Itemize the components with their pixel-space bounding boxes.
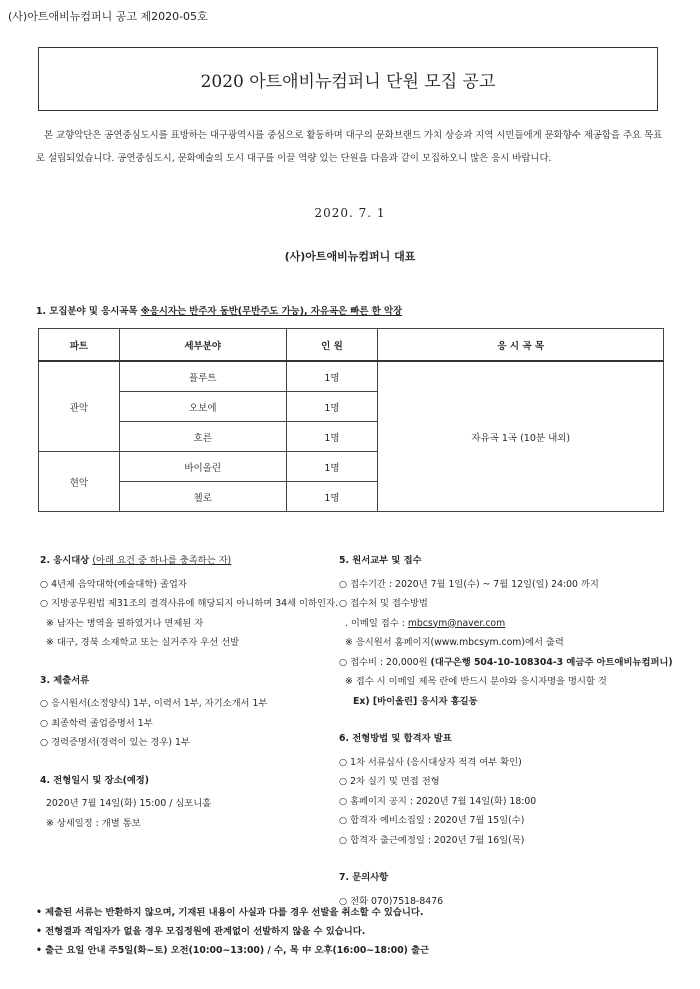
count-cell: 1명 [286,392,378,422]
field-cell: 호른 [119,422,286,452]
fee-account: (대구은행 504-10-108304-3 예금주 아트애비뉴컴퍼니) [430,656,673,668]
field-cell: 첼로 [119,482,286,512]
list-item: ※ 남자는 병역을 필하였거나 면제된 자 [46,617,204,629]
left-column [40,551,340,851]
organization-name: (사)아트애비뉴컴퍼니 대표 [284,250,416,263]
section3 [40,671,340,753]
list-item: ○ 전화 070)7518-8476 [339,895,444,907]
list-item: ○ 최종학력 졸업증명서 1부 [40,717,153,729]
list-item: ○ 응시원서(소정양식) 1부, 이력서 1부, 자기소개서 1부 [40,698,268,709]
section6-heading: 6. 전형방법 및 합격자 발표 [339,733,452,744]
field-cell: 플루트 [119,361,286,392]
count-cell: 1명 [286,361,378,392]
right-column [339,551,673,929]
list-item: ○ 접수기간 : 2020년 7월 1일(수) ~ 7월 12일(일) 24:00 까지 [339,578,599,590]
section5 [339,551,673,711]
list-item: ○ 합격자 예비소집일 : 2020년 7월 15일(수) [339,815,525,826]
section5-heading: 5. 원서교부 및 접수 [339,555,422,566]
section1-title: 1. 모집분야 및 응시곡목 [36,306,141,317]
header-count: 인 원 [286,329,378,362]
count-cell: 1명 [286,452,378,482]
notes [36,903,429,960]
section2-heading [40,551,340,571]
note-item: • 제출된 서류는 반환하지 않으며, 기재된 내용이 사실과 다를 경우 선발을 취소할 수 있습니다. [36,907,424,918]
title-box [38,47,658,111]
note-item: • 출근 요일 안내 주5일(화~토) 오전(10:00~13:00) / 수, 목 中 오후(16:00~18:00) 출근 [36,945,430,956]
document-number: (사)아트애비뉴컴퍼니 공고 제2020-05호 [8,10,208,23]
list-item: ○ 접수처 및 접수방법 [339,598,428,609]
list-item: ※ 응시원서 홈페이지(www.mbcsym.com)에서 출력 [345,637,564,648]
list-item: ○ 지방공무원법 제31조의 결격사유에 해당되지 아니하며 34세 이하인자. [40,598,338,609]
section4 [40,771,340,834]
email-label: . 이메일 접수 : [345,617,408,629]
fee-label: ○ 접수비 : 20,000원 [339,656,431,668]
section2-title: 2. 응시대상 [40,555,93,566]
section3-heading: 3. 제출서류 [40,674,90,686]
list-item: ○ 경력증명서(경력이 있는 경우) 1부 [40,737,190,748]
field-cell: 오보에 [119,392,286,422]
table-header-row [39,329,664,362]
table-row [39,361,664,392]
list-item [339,614,669,634]
list-item: 2020년 7월 14일(화) 15:00 / 심포니홀 [46,798,212,809]
count-cell: 1명 [286,482,378,512]
header-part: 파트 [39,329,120,362]
list-item: ○ 홈페이지 공지 : 2020년 7월 14일(화) 18:00 [339,795,537,807]
list-item: ○ 합격자 출근예정일 : 2020년 7월 16일(목) [339,834,525,846]
list-item: ※ 접수 시 이메일 제목 란에 반드시 분야와 응시자명을 명시할 것 [345,676,607,687]
section2-note: (아래 요건 중 하나를 충족하는 자) [92,555,232,566]
piece-cell: 자유곡 1곡 (10분 내외) [378,361,664,512]
list-item: ※ 대구, 경북 소재학교 또는 실거주자 우선 선발 [46,637,240,648]
section1-note: ※응시자는 반주자 동반(무반주도 가능), 자유곡은 빠른 한 악장 [140,306,403,317]
list-item [339,653,673,673]
recruit-table [38,328,664,512]
section4-heading: 4. 전형일시 및 장소(예정) [40,774,150,786]
section7-heading: 7. 문의사항 [339,872,389,883]
header-piece: 응 시 곡 목 [378,329,664,362]
section2 [40,551,340,653]
page-title: 2020 아트애비뉴컴퍼니 단원 모집 공고 [200,71,496,92]
list-item: ○ 2차 실기 및 면접 전형 [339,776,440,787]
part-cell: 현악 [39,452,120,512]
email-link[interactable]: mbcsym@naver.com [407,617,506,629]
announcement-date: 2020. 7. 1 [314,206,386,220]
list-item: ○ 1차 서류심사 (응시대상자 적격 여부 확인) [339,756,522,768]
part-cell: 관악 [39,361,120,452]
section6 [339,729,669,850]
count-cell: 1명 [286,422,378,452]
field-cell: 바이올린 [119,452,286,482]
header-field: 세부분야 [119,329,286,362]
intro-paragraph: 본 교향악단은 공연중심도시를 표방하는 대구광역시를 중심으로 활동하며 대구의 문화브랜드 가치 상승과 지역 시민들에게 문화향수 제공함을 주요 목표로 설립되었습니다. 공연중심도시, 문화예술의 도시 대구를 이끌 역량 있는 단원을 다음과 같이 모집하오니 많은 응시 바랍니다. [36,130,663,164]
list-item: ※ 상세일정 : 개별 통보 [46,817,141,829]
list-item: Ex) [바이올린] 응시자 홍길동 [353,695,478,707]
list-item: ○ 4년제 음악대학(예술대학) 졸업자 [40,578,187,590]
note-item: • 전형결과 적임자가 없을 경우 모집정원에 관계없이 선발하지 않을 수 있습니다. [36,926,366,937]
section1-heading [36,303,402,317]
